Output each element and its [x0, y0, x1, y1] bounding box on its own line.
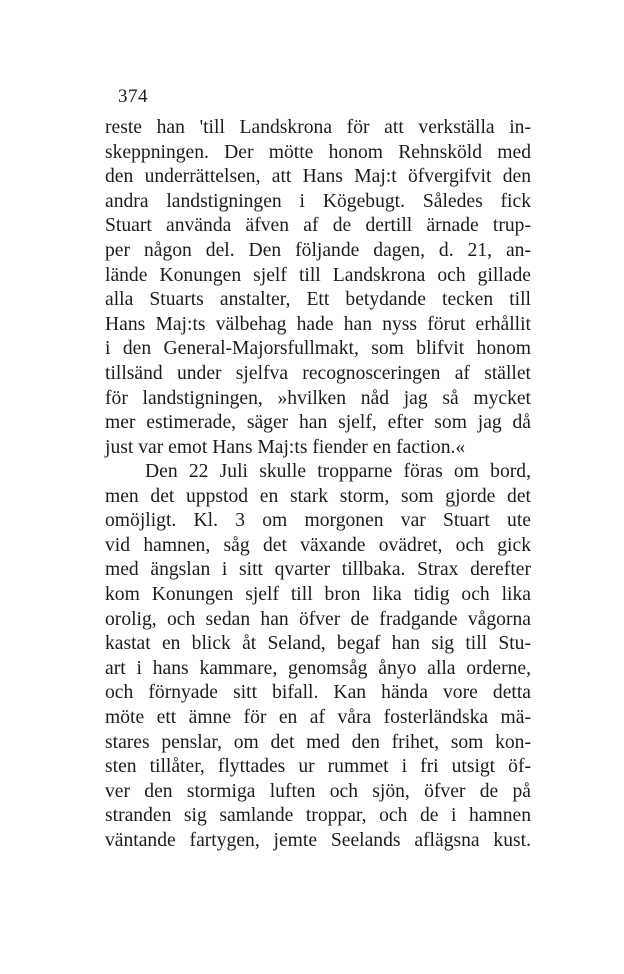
text-line: orolig, och sedan han öfver de fradgande vågorna — [105, 608, 531, 630]
text-line: just var emot Hans Maj:ts fiender en faction.« — [105, 436, 466, 458]
text-line: lände Konungen sjelf till Landskrona och gillade — [105, 264, 531, 286]
text-line: men det uppstod en stark storm, som gjorde det — [105, 485, 531, 507]
text-line: Hans Maj:ts välbehag hade han nyss förut erhållit — [105, 313, 531, 335]
text-line: möte ett ämne för en af våra fosterländska mä- — [105, 706, 531, 728]
text-line: andra landstigningen i Kögebugt. Således fick — [105, 190, 531, 212]
paragraph-1 — [105, 116, 531, 460]
page-number: 374 — [118, 86, 148, 107]
text-line: för landstigningen, »hvilken nåd jag så mycket — [105, 387, 531, 409]
text-line: stranden sig samlande troppar, och de i hamnen — [105, 805, 531, 827]
text-line: ver den stormiga luften och sjön, öfver de på — [105, 780, 531, 802]
text-line: den underrättelsen, att Hans Maj:t öfvergifvit den — [105, 166, 531, 188]
text-line: och förnyade sitt bifall. Kan hända vore detta — [105, 682, 531, 704]
text-line: i den General-Majorsfullmakt, som blifvit honom — [105, 338, 531, 360]
text-line: Stuart använda äfven af de dertill ärnade trup- — [105, 215, 531, 237]
text-line: stares penslar, om det med den frihet, som kon- — [105, 731, 531, 753]
text-line: kom Konungen sjelf till bron lika tidig och lika — [105, 583, 531, 605]
text-line: skeppningen. Der mötte honom Rehnsköld med — [105, 141, 531, 163]
text-line: alla Stuarts anstalter, Ett betydande tecken till — [105, 289, 531, 311]
text-line: Den 22 Juli skulle tropparne föras om bord, — [145, 461, 531, 482]
text-line: per någon del. Den följande dagen, d. 21, an- — [105, 239, 531, 261]
paragraph-2 — [105, 460, 531, 854]
text-line: mer estimerade, säger han sjelf, efter som jag då — [105, 412, 531, 434]
text-line: väntande fartygen, jemte Seelands aflägsna kust. — [105, 829, 531, 851]
text-line: art i hans kammare, genomsåg ånyo alla orderne, — [105, 657, 531, 679]
text-line: med ängslan i sitt qvarter tillbaka. Strax derefter — [105, 559, 531, 581]
text-line: tillsänd under sjelfva recognosceringen af stället — [105, 362, 531, 384]
text-line: kastat en blick åt Seland, begaf han sig till Stu- — [105, 633, 531, 655]
text-line: omöjligt. Kl. 3 om morgonen var Stuart ute — [105, 510, 531, 532]
text-line: sten tillåter, flyttades ur rummet i fri utsigt öf- — [105, 756, 531, 778]
text-line: reste han 'till Landskrona för att verkställa in- — [105, 117, 531, 138]
text-line: vid hamnen, såg det växande ovädret, och gick — [105, 534, 531, 556]
